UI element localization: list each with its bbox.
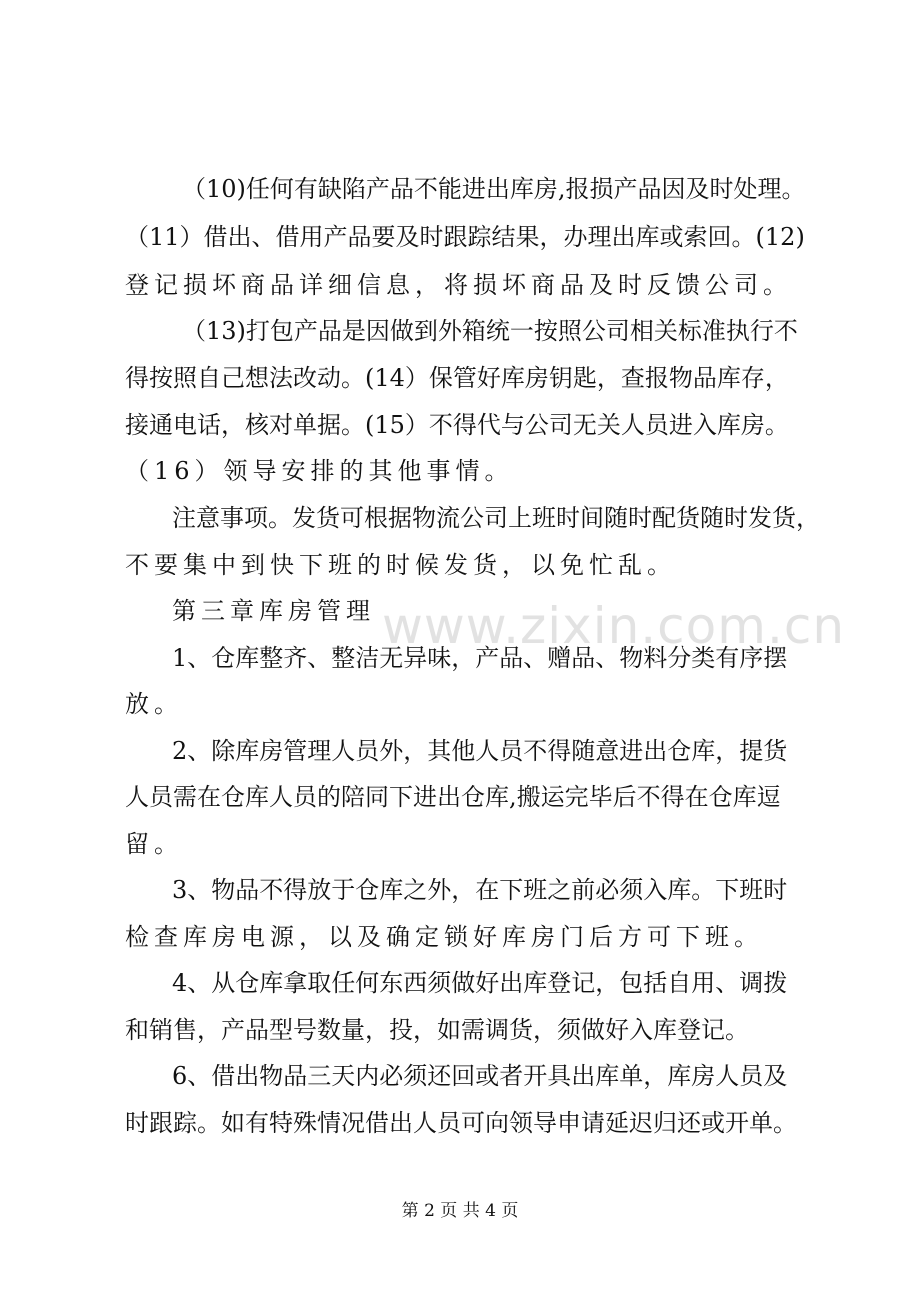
text-line: 不要集中到快下班的时候发货，以免忙乱。 [125,551,676,579]
text-line: （13)打包产品是因做到外箱统一按照公司相关标准执行不 [182,317,798,345]
text-line: （16）领导安排的其他事情。 [125,457,514,485]
text-line: 6、借出物品三天内必须还回或者开具出库单，库房人员及 [172,1062,788,1090]
text-line: 2、除库房管理人员外，其他人员不得随意进出仓库，提货 [172,737,788,765]
text-line: 人员需在仓库人员的陪同下进出仓库,搬运完毕后不得在仓库逗 [125,783,781,811]
text-line: 登记损坏商品详细信息，将损坏商品及时反馈公司。 [125,271,792,299]
text-line: 时跟踪。如有特殊情况借出人员可向领导申请延迟归还或开单。 [125,1109,797,1137]
text-line: （11）借出、借用产品要及时跟踪结果，办理出库或索回。(12) [125,223,805,251]
section-heading: 第三章库房管理 [172,597,375,625]
text-line: 4、从仓库拿取任何东西须做好出库登记，包括自用、调拨 [172,969,788,997]
text-line: 留。 [125,830,183,858]
text-line: 检查库房电源，以及确定锁好库房门后方可下班。 [125,923,763,951]
text-line: 注意事项。发货可根据物流公司上班时间随时配货随时发货， [172,504,820,532]
text-line: 放。 [125,690,183,718]
text-line: 3、物品不得放于仓库之外，在下班之前必须入库。下班时 [172,876,788,904]
text-line: 接通电话，核对单据。(15）不得代与公司无关人员进入库房。 [125,411,789,439]
watermark: www.zixin.com.cn [382,597,846,655]
text-line: 得按照自己想法改动。(14）保管好库房钥匙，查报物品库存， [125,364,789,392]
text-line: 和销售，产品型号数量，投，如需调货，须做好入库登记。 [125,1016,749,1044]
text-line: 1、仓库整齐、整洁无异味，产品、赠品、物料分类有序摆 [172,644,788,672]
page-footer: 第 2 页 共 4 页 [401,1201,519,1221]
text-line: （10)任何有缺陷产品不能进出库房,报损产品因及时处理。 [182,175,806,203]
